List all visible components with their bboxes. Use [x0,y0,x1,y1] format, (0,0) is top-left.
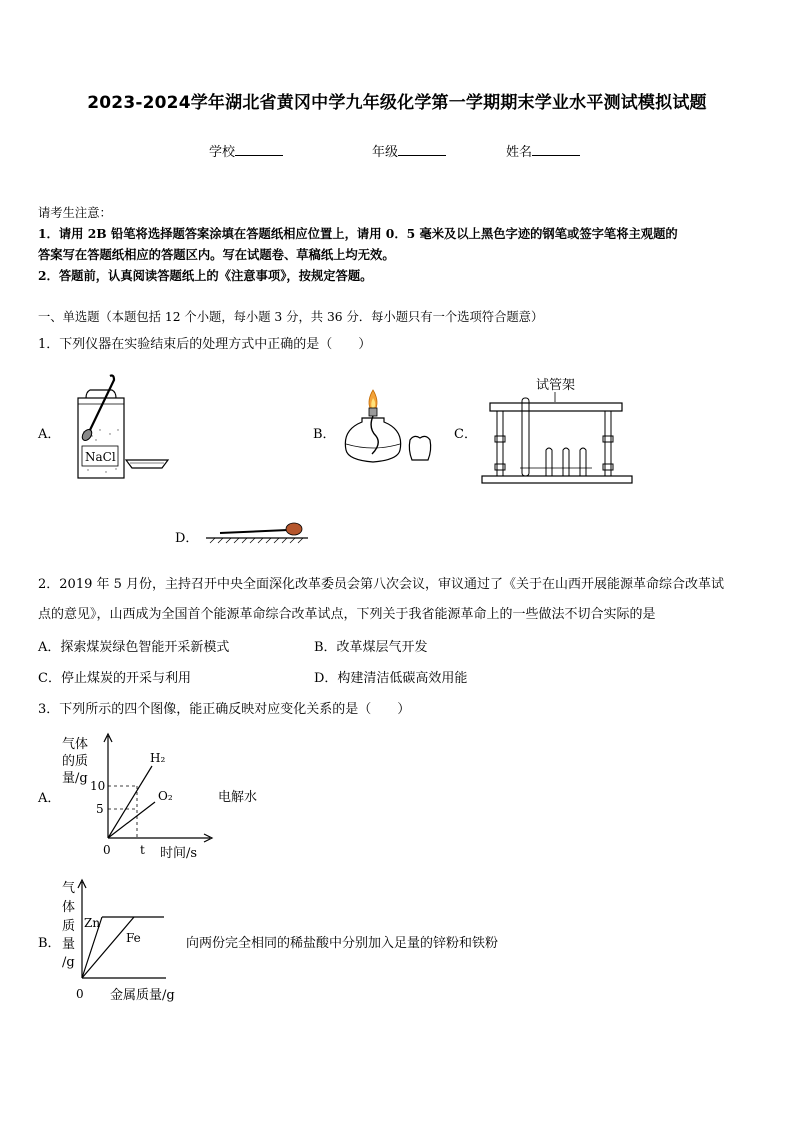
q2-line2: 点的意见》，山西成为全国首个能源革命综合改革试点，下列关于我省能源革命上的一些做法不切合实际的是 [38,607,656,622]
name-field [506,141,580,160]
graph-a-ylabel-2: 的质 [62,754,89,769]
rack-base [482,476,632,483]
q1-option-d-label: D． [175,531,199,546]
graph-b-ylabel-3: 质 [62,919,76,934]
name-label: 姓名 [506,145,533,160]
graph-b-ylabel-5: /g [62,955,75,970]
alcohol-lamp [345,418,400,462]
rack-label: 试管架 [536,378,576,393]
section-heading: 一、单选题（本题包括 12 个小题，每小题 3 分，共 36 分．每小题只有一个选项符合题意） [38,310,544,324]
q1-option-c-label: C． [454,427,477,442]
grade-blank [398,143,446,156]
q1-figure-b [340,384,440,470]
graph-b-ylabel-4: 量 [62,937,76,952]
q1-figure-c [480,388,635,488]
name-blank [532,143,580,156]
q3-option-a-label: A． [38,791,61,806]
graph-b-zn-label: Zn [84,916,101,930]
graph-a-h2-line [108,766,152,838]
q3-graph-b [56,874,188,1006]
school-blank [235,143,283,156]
wick-holder [369,408,377,416]
q1-option-a-label: A． [38,427,61,442]
graph-a-tick-t: t [140,843,145,857]
lamp-liquid-line [346,444,400,448]
q1-figure-d [204,518,312,544]
q1-option-b-label: B． [313,427,336,442]
bottle-neck [86,390,116,398]
notice-heading: 请考生注意： [38,206,112,220]
lamp-cap [409,436,430,460]
test-tube-3 [580,448,586,476]
graph-b-xlabel: 金属质量/g [110,988,175,1003]
notice-item1-line2: 答案写在答题纸相应的答题区内。写在试题卷、草稿纸上均无效。 [38,247,395,262]
q3-stem: 3．下列所示的四个图像，能正确反映对应变化关系的是（ ） [38,702,411,717]
graph-a-origin: 0 [103,843,111,857]
q2-line1: 2．2019 年 5 月份，主持召开中央全面深化改革委员会第八次会议，审议通过了《关于在山西开展能源革命综合改革试 [38,577,725,592]
table-hatching [210,538,303,543]
q2-option-d: D．构建清洁低碳高效用能 [314,671,468,686]
dropper-tube [220,530,288,533]
graph-a-o2-line [108,802,155,838]
test-tube-1 [546,448,552,476]
notice-item1-line1: 1．请用 2B 铅笔将选择题答案涂填在答题纸相应位置上，请用 0．5 毫米及以上黑色字迹的钢笔或签字笔将主观题的 [38,226,678,241]
q3-option-b-label: B． [38,936,61,951]
grade-field [372,141,446,160]
nacl-text: NaCl [85,450,116,464]
graph-a-tick-5: 5 [96,802,104,816]
school-label: 学校 [209,145,236,160]
test-tube-hanging [522,398,529,476]
q1-stem: 1．下列仪器在实验结束后的处理方式中正确的是（ ） [38,337,372,352]
q2-option-b: B．改革煤层气开发 [314,640,428,655]
graph-a-o2-label: O₂ [158,789,173,803]
graph-b-origin: 0 [76,987,84,1001]
graph-b-fe-label: Fe [126,931,141,945]
dropper-bulb [286,523,302,535]
grade-label: 年级 [372,145,399,160]
graph-a-tick-10: 10 [90,779,106,793]
rack-leg-left [497,411,503,476]
graph-a-ylabel-1: 气体 [62,737,89,752]
page-title: 2023-2024学年湖北省黄冈中学九年级化学第一学期期末学业水平测试模拟试题 [87,93,707,113]
q2-option-c: C．停止煤炭的开采与利用 [38,671,191,686]
evaporating-dish [126,460,168,468]
q3-graph-a [58,730,218,862]
test-tube-2 [563,448,569,476]
q1-figure-a [66,372,176,484]
graph-b-ylabel-2: 体 [62,900,76,915]
graph-b-ylabel-1: 气 [62,881,76,896]
q2-option-a: A．探索煤炭绿色智能开采新模式 [38,640,230,655]
spatula-handle [90,376,114,431]
notice-item2: 2．答题前，认真阅读答题纸上的《注意事项》，按规定答题。 [38,268,373,283]
rack-top-bar [490,403,622,411]
q3-a-caption: 电解水 [218,790,258,805]
rack-leg-right [605,411,611,476]
graph-a-xlabel: 时间/s [160,846,198,861]
spatula-scoop [80,428,93,442]
graph-a-h2-label: H₂ [150,751,166,765]
q3-b-caption: 向两份完全相同的稀盐酸中分别加入足量的锌粉和铁粉 [186,936,499,951]
school-field [209,141,283,160]
graph-a-ylabel-3: 量/g [62,771,88,786]
